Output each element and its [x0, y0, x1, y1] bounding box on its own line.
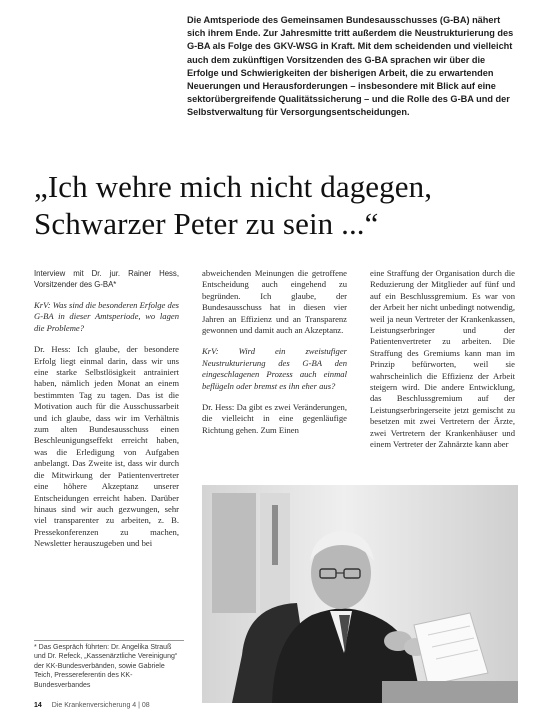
portrait-illustration — [202, 485, 518, 703]
column-3 — [370, 268, 515, 461]
interview-photo — [202, 485, 518, 703]
interview-answer-2: Dr. Hess: Da gibt es zwei Veränderungen, die vielleicht in eine gegenläufige Richtung gehen. Zum Einen — [202, 402, 347, 435]
page-footer — [34, 702, 334, 709]
journal-name: Die Krankenversicherung 4 | 08 — [51, 702, 150, 709]
intro-lead: Die Amtsperiode des Gemeinsamen Bundesausschusses (G-BA) nähert sich ihrem Ende. Zur Jahresmitte tritt außerdem die Neustrukturierung des G-BA als Folge des GKV-WSG in Kraft. Mit dem scheidenden und vielleicht auch dem zukünftigen Vorsitzenden des G-BA sprachen wir über die Erfolge und Schwierigkeiten der bisherigen Arbeit, die zu erwartenden Neuerungen und Herausforderungen – insbesondere mit Blick auf eine sektorübergreifende Qualitätssicherung – und die Rolle des G-BA und der Selbstverwaltung für Versorgungsentscheidungen. — [187, 15, 514, 118]
column-1 — [34, 268, 179, 560]
interview-question-1: KrV: Was sind die besonderen Erfolge des G-BA in dieser Amtsperiode, wo lagen die Probleme? — [34, 300, 179, 333]
interview-answer-1: Dr. Hess: Ich glaube, der besondere Erfolg liegt einmal darin, dass wir uns eine starke Selbstlösigkeit antrainiert haben, nämlich jeden Monat an einem bestimmten Tag zu tagen. Das ist die Motivation auch für die Ausschussarbeit und ich glaube, dass wir im Verhältnis zum alten Bundesausschuss einen Beschleunigungseffekt erreicht haben, was die Erledigung von Aufgaben anbelangt. Das Zweite ist, dass wir durch die Mitwirkung der Patientenvertreter eine höhere Akzeptanz unserer Entscheidungen erreicht haben. Darüber hinaus sind wir auch gezwungen, sehr viel transparenter zu arbeiten, z. B. Pressekonferenzen zu machen, Newsletter herauszugeben und bei — [34, 344, 179, 549]
column-2 — [202, 268, 347, 446]
column-3-text: eine Straffung der Organisation durch die Reduzierung der Mitglieder auf fünf und auf ein Beschlussgremium. Es war von der Arbeit her nicht unbedingt notwendig, weil ja neun Vertreter der Krankenkassen, Leistungserbringer und der Patientenvertreter zu arbeiten. Die Straffung des Gremiums kann man im Prinzip befürworten, weil sie wahrscheinlich die Effizienz der Arbeit steigern wird. Die andere Entwicklung, das Beschlussgremium auf der Leistungserbringerseite jetzt gemischt zu besetzen mit zwei Vertretern der Ärzte, zwei Vertretern der Krankenhäuser und einem Vertreter der Zahnärzte kann aber — [370, 268, 515, 450]
column-2-continuation: abweichenden Meinungen die getroffene Entscheidung auch eingehend zu begründen. Ich glaube, der Bundesausschuss hat in diesen vier Jahren an Effizienz und an Transparenz gewonnen und damit auch an Akzeptanz. — [202, 268, 347, 336]
footnote: * Das Gespräch führten: Dr. Angelika Strauß und Dr. Refeck, „Kassenärztliche Vereinigung“ der KK-Bundesverbänden, sowie Gabriele Teich, Pressereferentin des KK-Bundesverbandes — [34, 640, 184, 690]
interview-credit: Interview mit Dr. jur. Rainer Hess, Vorsitzender des G-BA* — [34, 269, 179, 289]
interview-question-2: KrV: Wird ein zweistufiger Neustrukturierung des G-BA den eingeschlagenen Prozess auch einmal beflügeln oder bremst es ihn eher aus? — [202, 346, 347, 391]
page-number: 14 — [34, 702, 42, 709]
headline: „Ich wehre mich nicht dagegen, Schwarzer Peter zu sein ...“ — [34, 169, 433, 241]
